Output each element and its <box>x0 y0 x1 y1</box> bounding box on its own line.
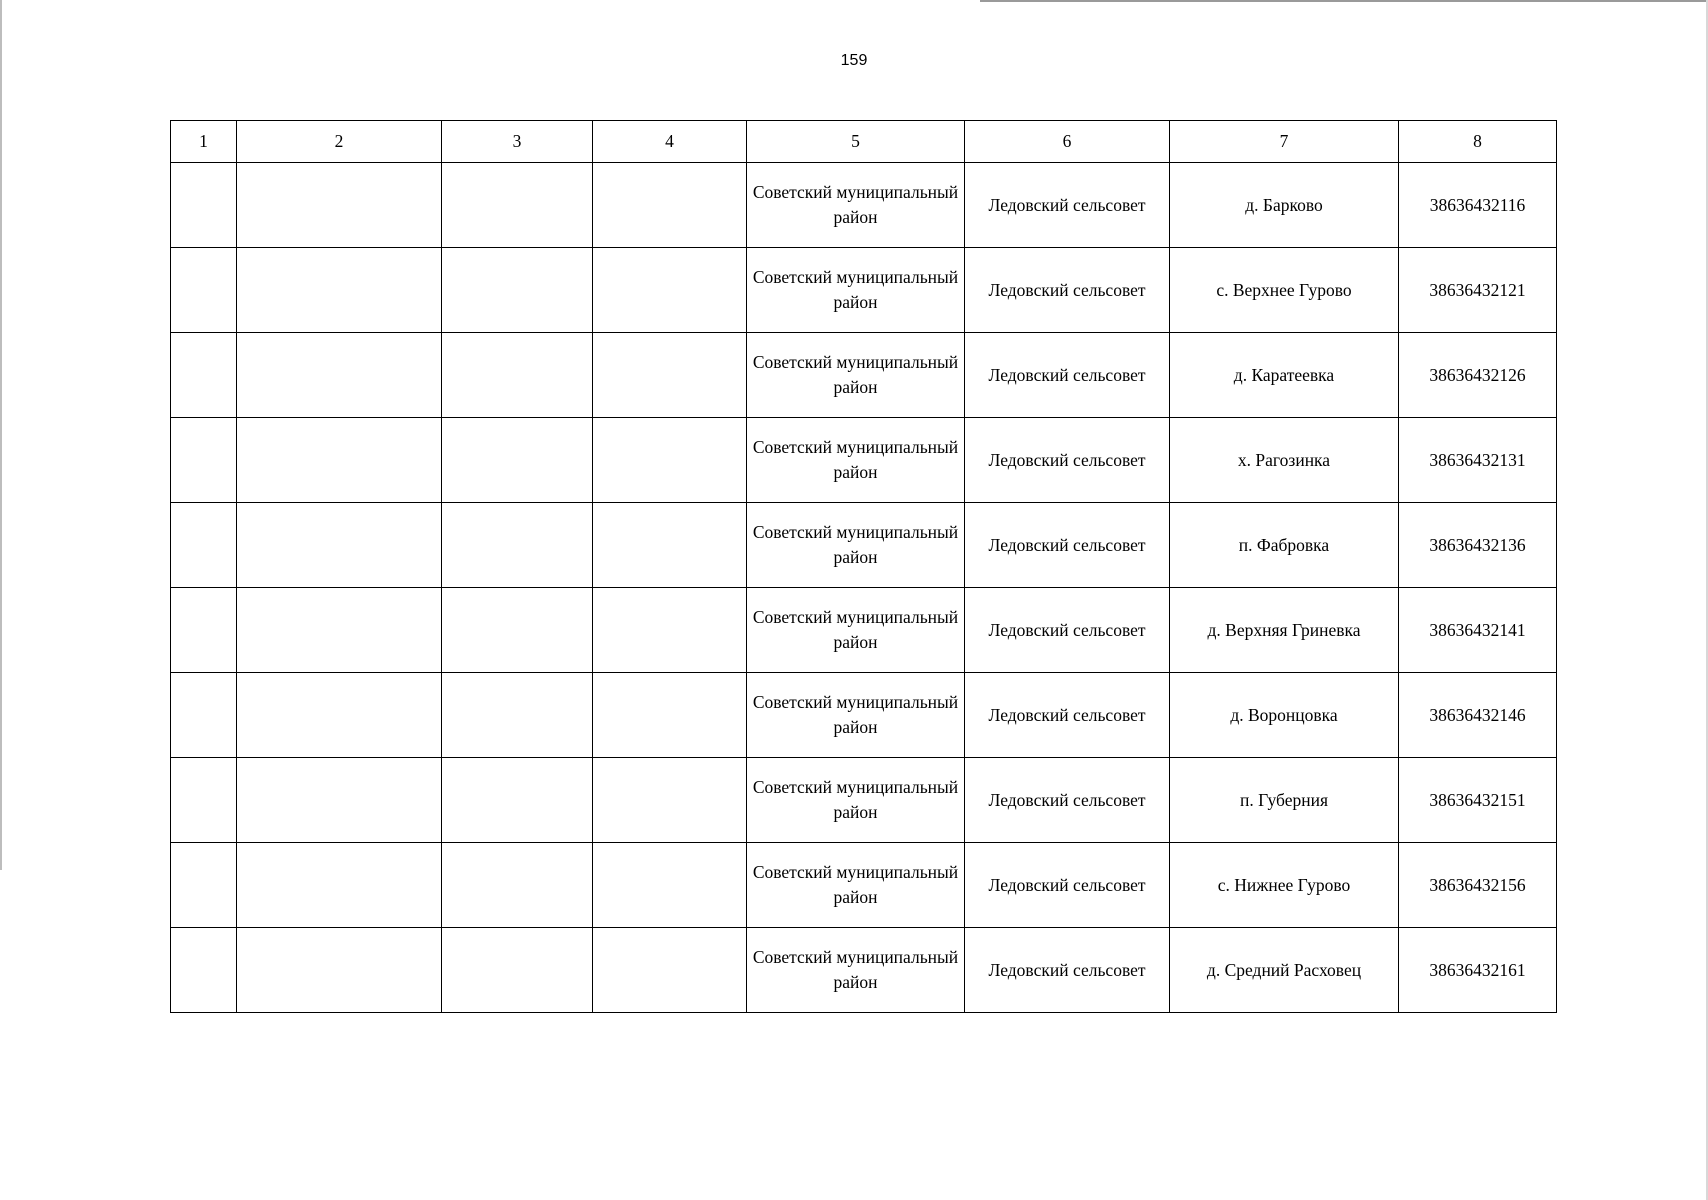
table-cell <box>593 588 747 673</box>
column-header: 4 <box>593 121 747 163</box>
district-cell: Советский муниципальный район <box>747 843 965 928</box>
district-cell: Советский муниципальный район <box>747 928 965 1013</box>
council-cell: Ледовский сельсовет <box>965 248 1170 333</box>
table-cell <box>237 928 442 1013</box>
district-cell: Советский муниципальный район <box>747 673 965 758</box>
code-cell: 38636432141 <box>1399 588 1557 673</box>
district-cell: Советский муниципальный район <box>747 758 965 843</box>
table-cell <box>171 503 237 588</box>
table-cell <box>442 588 593 673</box>
column-header: 5 <box>747 121 965 163</box>
table-cell <box>171 163 237 248</box>
table-cell <box>171 333 237 418</box>
table-cell <box>593 418 747 503</box>
table-cell <box>442 163 593 248</box>
council-cell: Ледовский сельсовет <box>965 673 1170 758</box>
table-row <box>171 588 1557 673</box>
code-cell: 38636432136 <box>1399 503 1557 588</box>
table-row <box>171 758 1557 843</box>
settlement-cell: д. Барково <box>1170 163 1399 248</box>
table-row <box>171 333 1557 418</box>
table-cell <box>237 163 442 248</box>
code-cell: 38636432156 <box>1399 843 1557 928</box>
column-header: 2 <box>237 121 442 163</box>
table-cell <box>593 673 747 758</box>
district-cell: Советский муниципальный район <box>747 163 965 248</box>
settlement-cell: с. Верхнее Гурово <box>1170 248 1399 333</box>
table-cell <box>237 248 442 333</box>
code-cell: 38636432131 <box>1399 418 1557 503</box>
district-cell: Советский муниципальный район <box>747 248 965 333</box>
code-cell: 38636432161 <box>1399 928 1557 1013</box>
table-cell <box>593 333 747 418</box>
table-cell <box>237 588 442 673</box>
table-cell <box>442 248 593 333</box>
settlement-cell: д. Верхняя Гриневка <box>1170 588 1399 673</box>
settlement-cell: п. Фабровка <box>1170 503 1399 588</box>
code-cell: 38636432146 <box>1399 673 1557 758</box>
table-cell <box>237 503 442 588</box>
table-cell <box>593 503 747 588</box>
council-cell: Ледовский сельсовет <box>965 758 1170 843</box>
table-cell <box>442 928 593 1013</box>
table-cell <box>171 418 237 503</box>
table-cell <box>237 333 442 418</box>
council-cell: Ледовский сельсовет <box>965 588 1170 673</box>
table-row <box>171 673 1557 758</box>
page-number: 159 <box>840 52 868 69</box>
settlement-cell: с. Нижнее Гурово <box>1170 843 1399 928</box>
table-cell <box>593 928 747 1013</box>
code-cell: 38636432151 <box>1399 758 1557 843</box>
table-row <box>171 418 1557 503</box>
table-row <box>171 163 1557 248</box>
table-cell <box>237 843 442 928</box>
table-cell <box>171 843 237 928</box>
header-row <box>171 121 1557 163</box>
scan-edge-top <box>980 0 1708 2</box>
table-cell <box>171 673 237 758</box>
table-cell <box>171 758 237 843</box>
council-cell: Ледовский сельсовет <box>965 503 1170 588</box>
settlement-cell: х. Рагозинка <box>1170 418 1399 503</box>
settlement-cell: д. Каратеевка <box>1170 333 1399 418</box>
column-header: 1 <box>171 121 237 163</box>
column-header: 7 <box>1170 121 1399 163</box>
council-cell: Ледовский сельсовет <box>965 163 1170 248</box>
table-cell <box>442 333 593 418</box>
table-cell <box>593 758 747 843</box>
settlement-cell: п. Губерния <box>1170 758 1399 843</box>
council-cell: Ледовский сельсовет <box>965 333 1170 418</box>
table-row <box>171 928 1557 1013</box>
table-cell <box>442 758 593 843</box>
district-cell: Советский муниципальный район <box>747 418 965 503</box>
column-header: 3 <box>442 121 593 163</box>
table-cell <box>171 248 237 333</box>
table-cell <box>442 673 593 758</box>
table-row <box>171 248 1557 333</box>
column-header: 6 <box>965 121 1170 163</box>
district-cell: Советский муниципальный район <box>747 333 965 418</box>
scan-edge-left <box>0 0 2 870</box>
council-cell: Ледовский сельсовет <box>965 418 1170 503</box>
district-cell: Советский муниципальный район <box>747 503 965 588</box>
code-cell: 38636432126 <box>1399 333 1557 418</box>
table-cell <box>442 843 593 928</box>
table-row <box>171 843 1557 928</box>
code-cell: 38636432116 <box>1399 163 1557 248</box>
district-cell: Советский муниципальный район <box>747 588 965 673</box>
table-cell <box>237 418 442 503</box>
settlement-cell: д. Воронцовка <box>1170 673 1399 758</box>
table-cell <box>442 418 593 503</box>
table-cell <box>237 758 442 843</box>
settlement-cell: д. Средний Расховец <box>1170 928 1399 1013</box>
table-cell <box>171 588 237 673</box>
table-cell <box>593 843 747 928</box>
table-cell <box>237 673 442 758</box>
table-cell <box>593 163 747 248</box>
table-row <box>171 503 1557 588</box>
table-cell <box>593 248 747 333</box>
data-table <box>170 120 1557 1013</box>
council-cell: Ледовский сельсовет <box>965 928 1170 1013</box>
table-cell <box>442 503 593 588</box>
council-cell: Ледовский сельсовет <box>965 843 1170 928</box>
column-header: 8 <box>1399 121 1557 163</box>
code-cell: 38636432121 <box>1399 248 1557 333</box>
table-cell <box>171 928 237 1013</box>
